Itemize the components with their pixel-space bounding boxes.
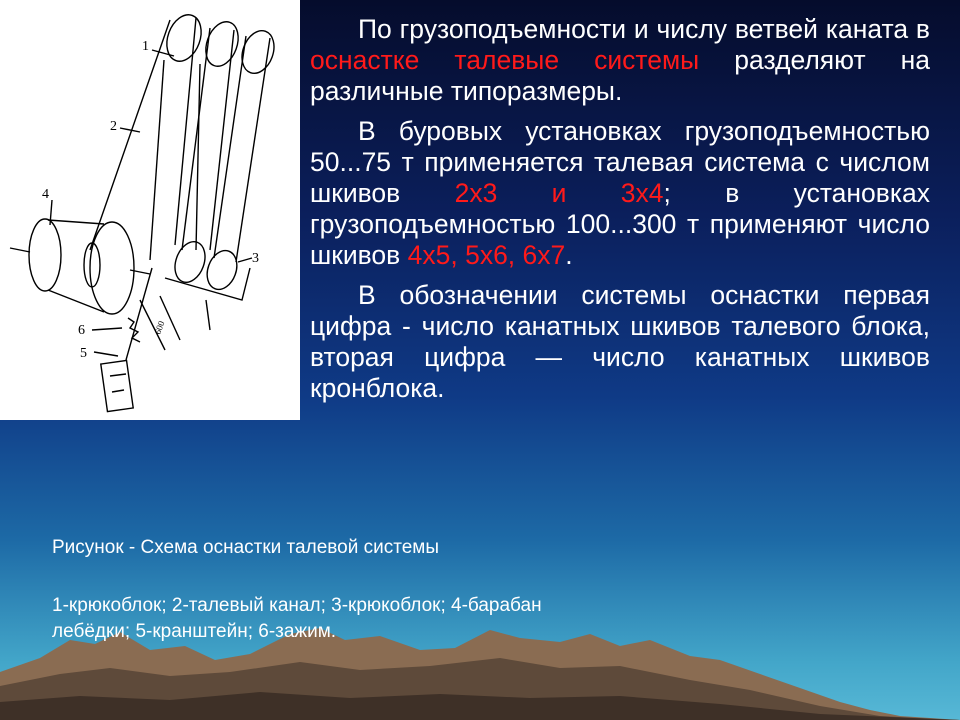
paragraph-1-text-b: разделяют на различные типоразмеры. xyxy=(310,45,930,106)
paragraph-2-highlight-2: 4х5, 5х6, 6х7 xyxy=(407,240,566,270)
figure-caption: Рисунок - Схема оснастки талевой системы xyxy=(52,537,439,558)
figure-label-3: 3 xyxy=(252,251,259,266)
paragraph-2-text-c: . xyxy=(565,240,573,270)
paragraph-1-text-a: По грузоподъемности и числу ветвей каната в xyxy=(358,14,930,44)
figure-label-5: 5 xyxy=(80,346,87,361)
paragraph-1 xyxy=(310,14,930,107)
paragraph-3-text: В обозначении системы оснастки первая цифра - число канатных шкивов талевого блока, вторая цифра — число канатных шкивов кронблока. xyxy=(310,280,930,403)
paragraph-2-text-a: В буровых установках грузоподъемностью 50...75 т применяется талевая система с числом шкивов xyxy=(310,116,930,208)
paragraph-2 xyxy=(310,116,930,271)
paragraph-2-highlight-1: 2х3 и 3х4 xyxy=(454,178,664,208)
rigging-scheme-figure xyxy=(0,0,300,420)
figure-legend: 1-крюкоблок; 2-талевый канал; 3-крюкоблок; 4-барабан лебёдки; 5-кранштейн; 6-зажим. xyxy=(52,595,542,642)
rigging-scheme-drawing xyxy=(0,0,300,420)
paragraph-3 xyxy=(310,280,930,404)
paragraph-1-highlight: оснастке талевые системы xyxy=(310,45,700,75)
body-text xyxy=(310,14,930,413)
paragraph-2-text-b: ; в установках грузоподъемностью 100...300 т применяют число шкивов xyxy=(310,178,931,270)
figure-label-2: 2 xyxy=(110,119,117,134)
figure-dimension-label: 600 xyxy=(152,319,167,336)
figure-label-6: 6 xyxy=(78,323,85,338)
figure-label-4: 4 xyxy=(42,187,49,202)
figure-label-1: 1 xyxy=(142,39,149,54)
